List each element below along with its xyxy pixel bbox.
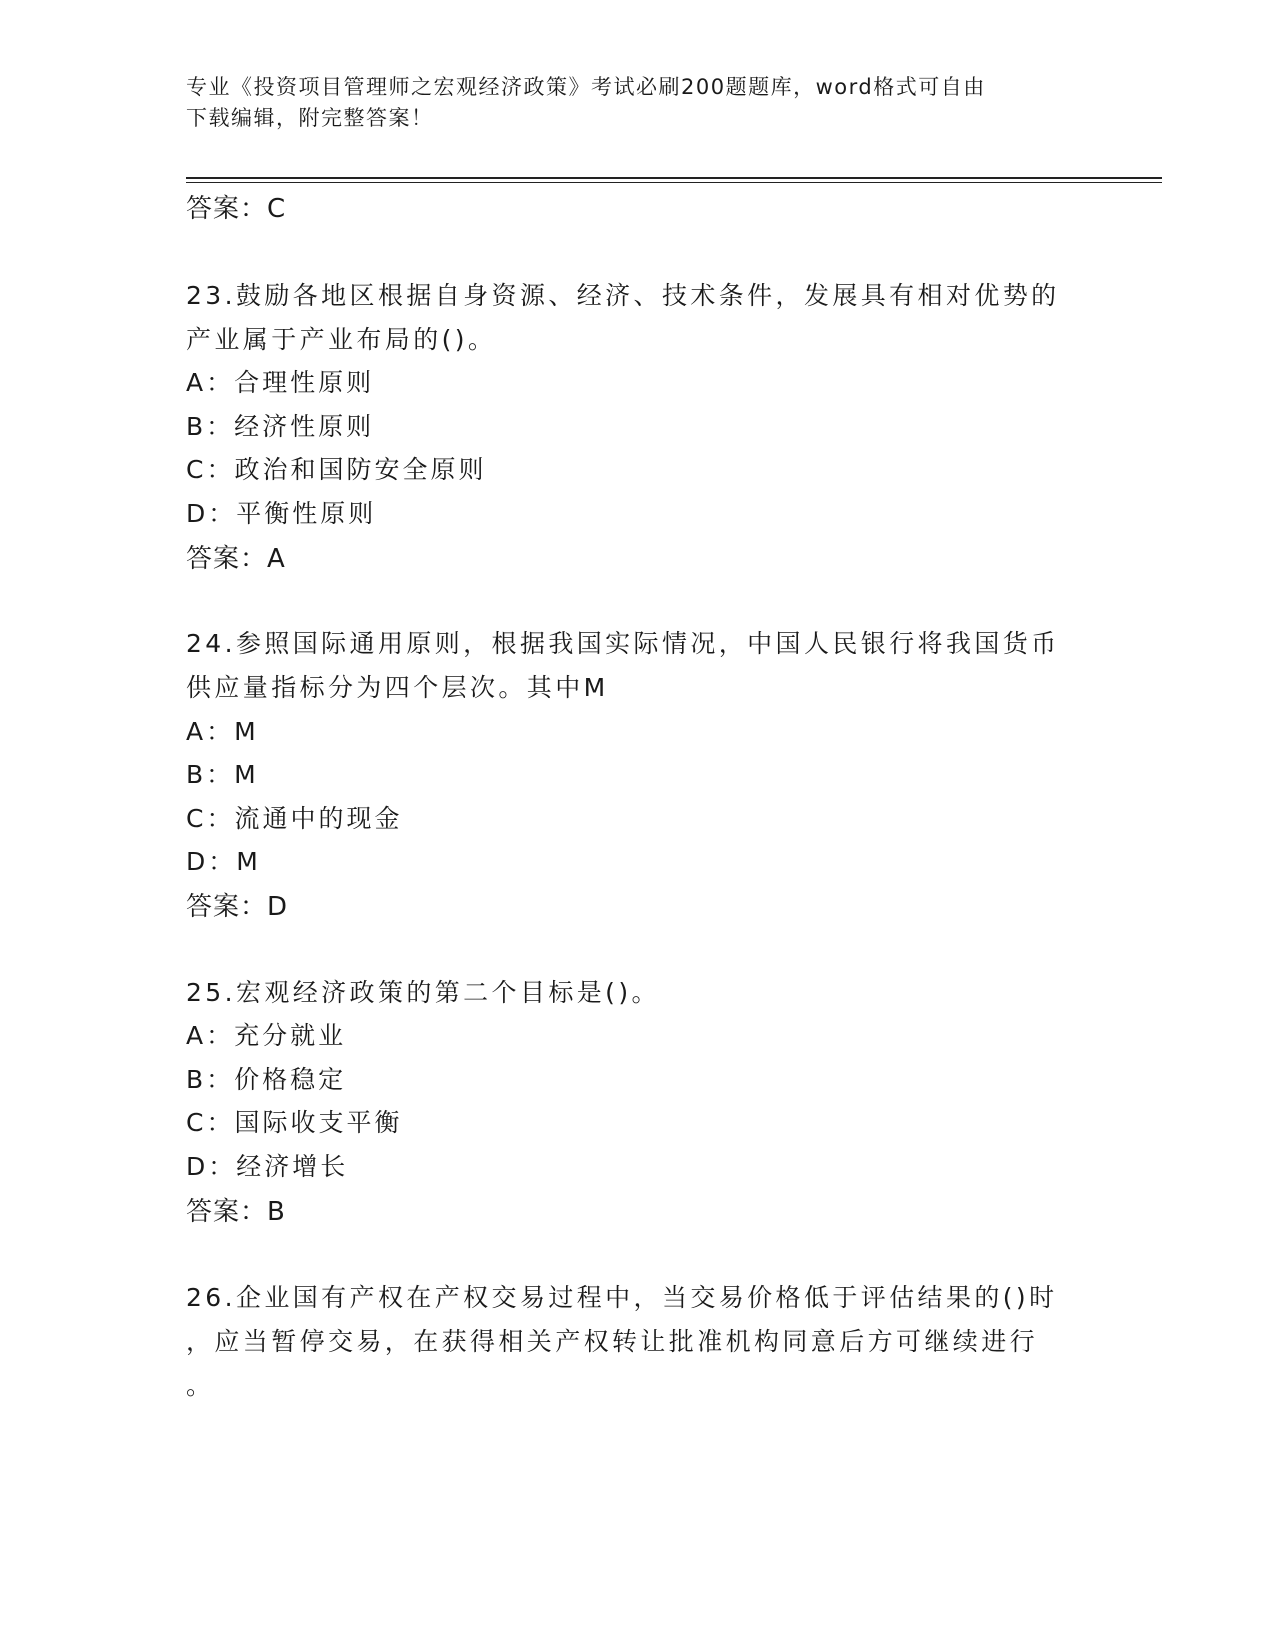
question-24-option-d: D：M <box>186 847 261 876</box>
header-divider-thin <box>186 182 1162 183</box>
question-23-option-d: D：平衡性原则 <box>186 499 377 528</box>
question-24-answer: 答案：D <box>186 892 289 922</box>
question-25-option-c: C：国际收支平衡 <box>186 1108 403 1137</box>
question-26-stem-line-1: 26.企业国有产权在产权交易过程中，当交易价格低于评估结果的()时 <box>186 1283 1058 1312</box>
question-23-answer: 答案：A <box>186 544 286 574</box>
question-23-stem-line-2: 产业属于产业布局的()。 <box>186 325 497 354</box>
question-25-option-a: A：充分就业 <box>186 1021 347 1050</box>
question-25-stem-line-1: 25.宏观经济政策的第二个目标是()。 <box>186 978 660 1007</box>
question-24-option-c: C：流通中的现金 <box>186 804 403 833</box>
question-24-option-a: A：M <box>186 717 259 746</box>
header-divider <box>186 177 1162 179</box>
answer-line: 答案：C <box>186 194 287 224</box>
question-25-option-d: D：经济增长 <box>186 1152 349 1181</box>
question-23-option-c: C：政治和国防安全原则 <box>186 455 487 484</box>
question-23-option-a: A：合理性原则 <box>186 368 375 397</box>
question-26-stem-line-3: 。 <box>186 1371 215 1400</box>
question-24-stem-line-2: 供应量指标分为四个层次。其中M <box>186 673 609 702</box>
question-26-stem-line-2: ，应当暂停交易，在获得相关产权转让批准机构同意后方可继续进行 <box>186 1327 1039 1356</box>
header-line-1: 专业《投资项目管理师之宏观经济政策》考试必刷200题题库，word格式可自由 <box>186 75 986 99</box>
header-line-2: 下载编辑，附完整答案！ <box>186 106 434 130</box>
question-23-option-b: B：经济性原则 <box>186 412 375 441</box>
document-header <box>186 72 1086 134</box>
question-24-stem-line-1: 24.参照国际通用原则，根据我国实际情况，中国人民银行将我国货币 <box>186 629 1060 658</box>
question-24-option-b: B：M <box>186 760 259 789</box>
question-25-option-b: B：价格稳定 <box>186 1065 347 1094</box>
question-23-stem-line-1: 23.鼓励各地区根据自身资源、经济、技术条件，发展具有相对优势的 <box>186 281 1060 310</box>
question-25-answer: 答案：B <box>186 1197 286 1227</box>
